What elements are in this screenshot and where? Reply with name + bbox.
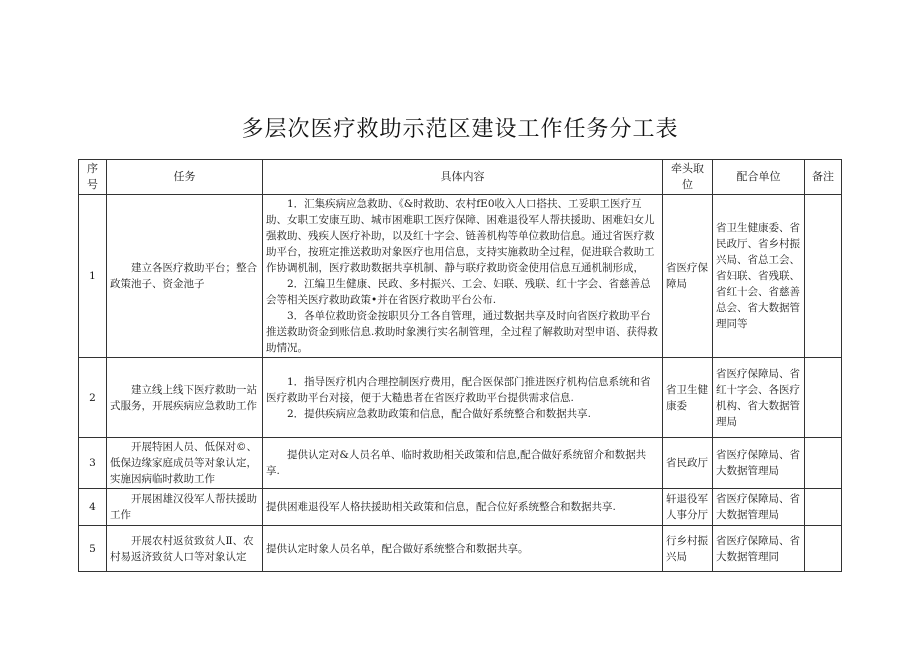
header-content: 具体内容 [263,160,663,195]
row-content [263,195,663,358]
table-row [79,489,842,526]
row-task: 开展特困人员、低保对©、低保边缘家庭成员等对象认定，实施因病临时救助工作 [107,438,263,489]
table-header-row [79,160,842,195]
row-number: 4 [79,489,107,526]
row-coop-units: 省医疗保障局、省大数据管理局 [713,438,805,489]
row-content [263,438,663,489]
table-row [79,438,842,489]
row-note [805,489,842,526]
header-lead-unit: 牵头取位 [663,160,713,195]
header-task: 任务 [107,160,263,195]
row-lead-unit: 省民政厅 [663,438,713,489]
header-seq: 序号 [79,160,107,195]
content-item: 1．汇集疾病应急救助、《&时救助、农村fE0收入人口搭扶、工妥职工医疗互助、女职工安康互助、城市困难职工医疗保障、困难退役军人帮扶援助、困难妇女儿强救助、残疾人医疗补助，以及红十字会、链善机构等单位救助信息。通过省医疗救助平台，按班定推送救助对象医疗也用信息，支持实施救助全过程，促进联合救助工作协调机制，医疗救助数据共享机制、静与联疗救助资金使用信息互通机制形成， [266,198,655,274]
row-task: 建立线上线下医疗救助一站式服务，开展疾病应急救助工作 [107,358,263,438]
row-lead-unit: 省医疗保障局 [663,195,713,358]
row-coop-units: 省医疗保障局、省大数据管理同 [713,526,805,572]
row-number: 3 [79,438,107,489]
content-item: 3．各单位救助资金按职贝分工各自管理，通过数据共享及时向省医疗救助平台推送救助资金到账信息.救助时象澳行实名制管理，全过程了解救助对型申语、获得救助情况。 [266,310,658,354]
row-note [805,526,842,572]
row-task: 开展困雄汉役军人帮扶援助工作 [107,489,263,526]
row-number: 5 [79,526,107,572]
table-row [79,526,842,572]
page-title: 多层次医疗救助示范区建设工作任务分工表 [241,117,679,142]
row-task: 开展农村返贫致贫人Ⅱ、农村易返济致贫人口等对象认定 [107,526,263,572]
row-lead-unit: 轩退役军人事分厅 [663,489,713,526]
row-number: 1 [79,195,107,358]
table-row [79,358,842,438]
row-lead-unit: 省卫生健康委 [663,358,713,438]
row-content [263,489,663,526]
row-content [263,526,663,572]
row-number: 2 [79,358,107,438]
content-item: 提供认定对&人员名单、临时救助相关政策和信息,配合做好系统留介和数据共享. [266,449,647,477]
row-task: 建立各医疗救助平台；整合政策池子、资金池子 [107,195,263,358]
row-note [805,438,842,489]
content-item: 提供认定时象人员名单，配合做好系统整合和数据共享。 [266,542,529,555]
row-note [805,195,842,358]
row-coop-units: 省医疗保障局、省大数据管理局 [713,489,805,526]
row-note [805,358,842,438]
header-note: 备注 [805,160,842,195]
content-item: 提供困难退役军人格扶援助相关政策和信息，配合位好系统整合和数据共享. [266,501,616,513]
row-coop-units: 省卫生健康委、省民政厅、省乡村振兴局、省总工会、省妇联、省残联、省红十会、省慈善总会、省大数据管理同等 [713,195,805,358]
task-table [78,159,842,572]
content-item: 2．江编卫生健康、民政、多村振兴、工会、妇联、残联、红十字会、省慈善总会等相关医疗救助政策•并在省医疗救助平台公布. [266,278,651,306]
header-coop-units: 配合单位 [713,160,805,195]
row-lead-unit: 行乡村振兴局 [663,526,713,572]
content-item: 2．提供疾病应急救助政策和信息，配合做好系统整合和数据共享. [287,407,592,420]
row-coop-units: 省医疗保障局、省红十字会、各医疗机构、省大数据管理局 [713,358,805,438]
content-item: 1．指导医疗机内合理控制医疗费用，配合医保部门推进医疗机构信息系统和省医疗救助平台对接，便于大糙患者在省医疗救助平台提供需求信息. [266,375,651,404]
table-row [79,195,842,358]
row-content [263,358,663,438]
